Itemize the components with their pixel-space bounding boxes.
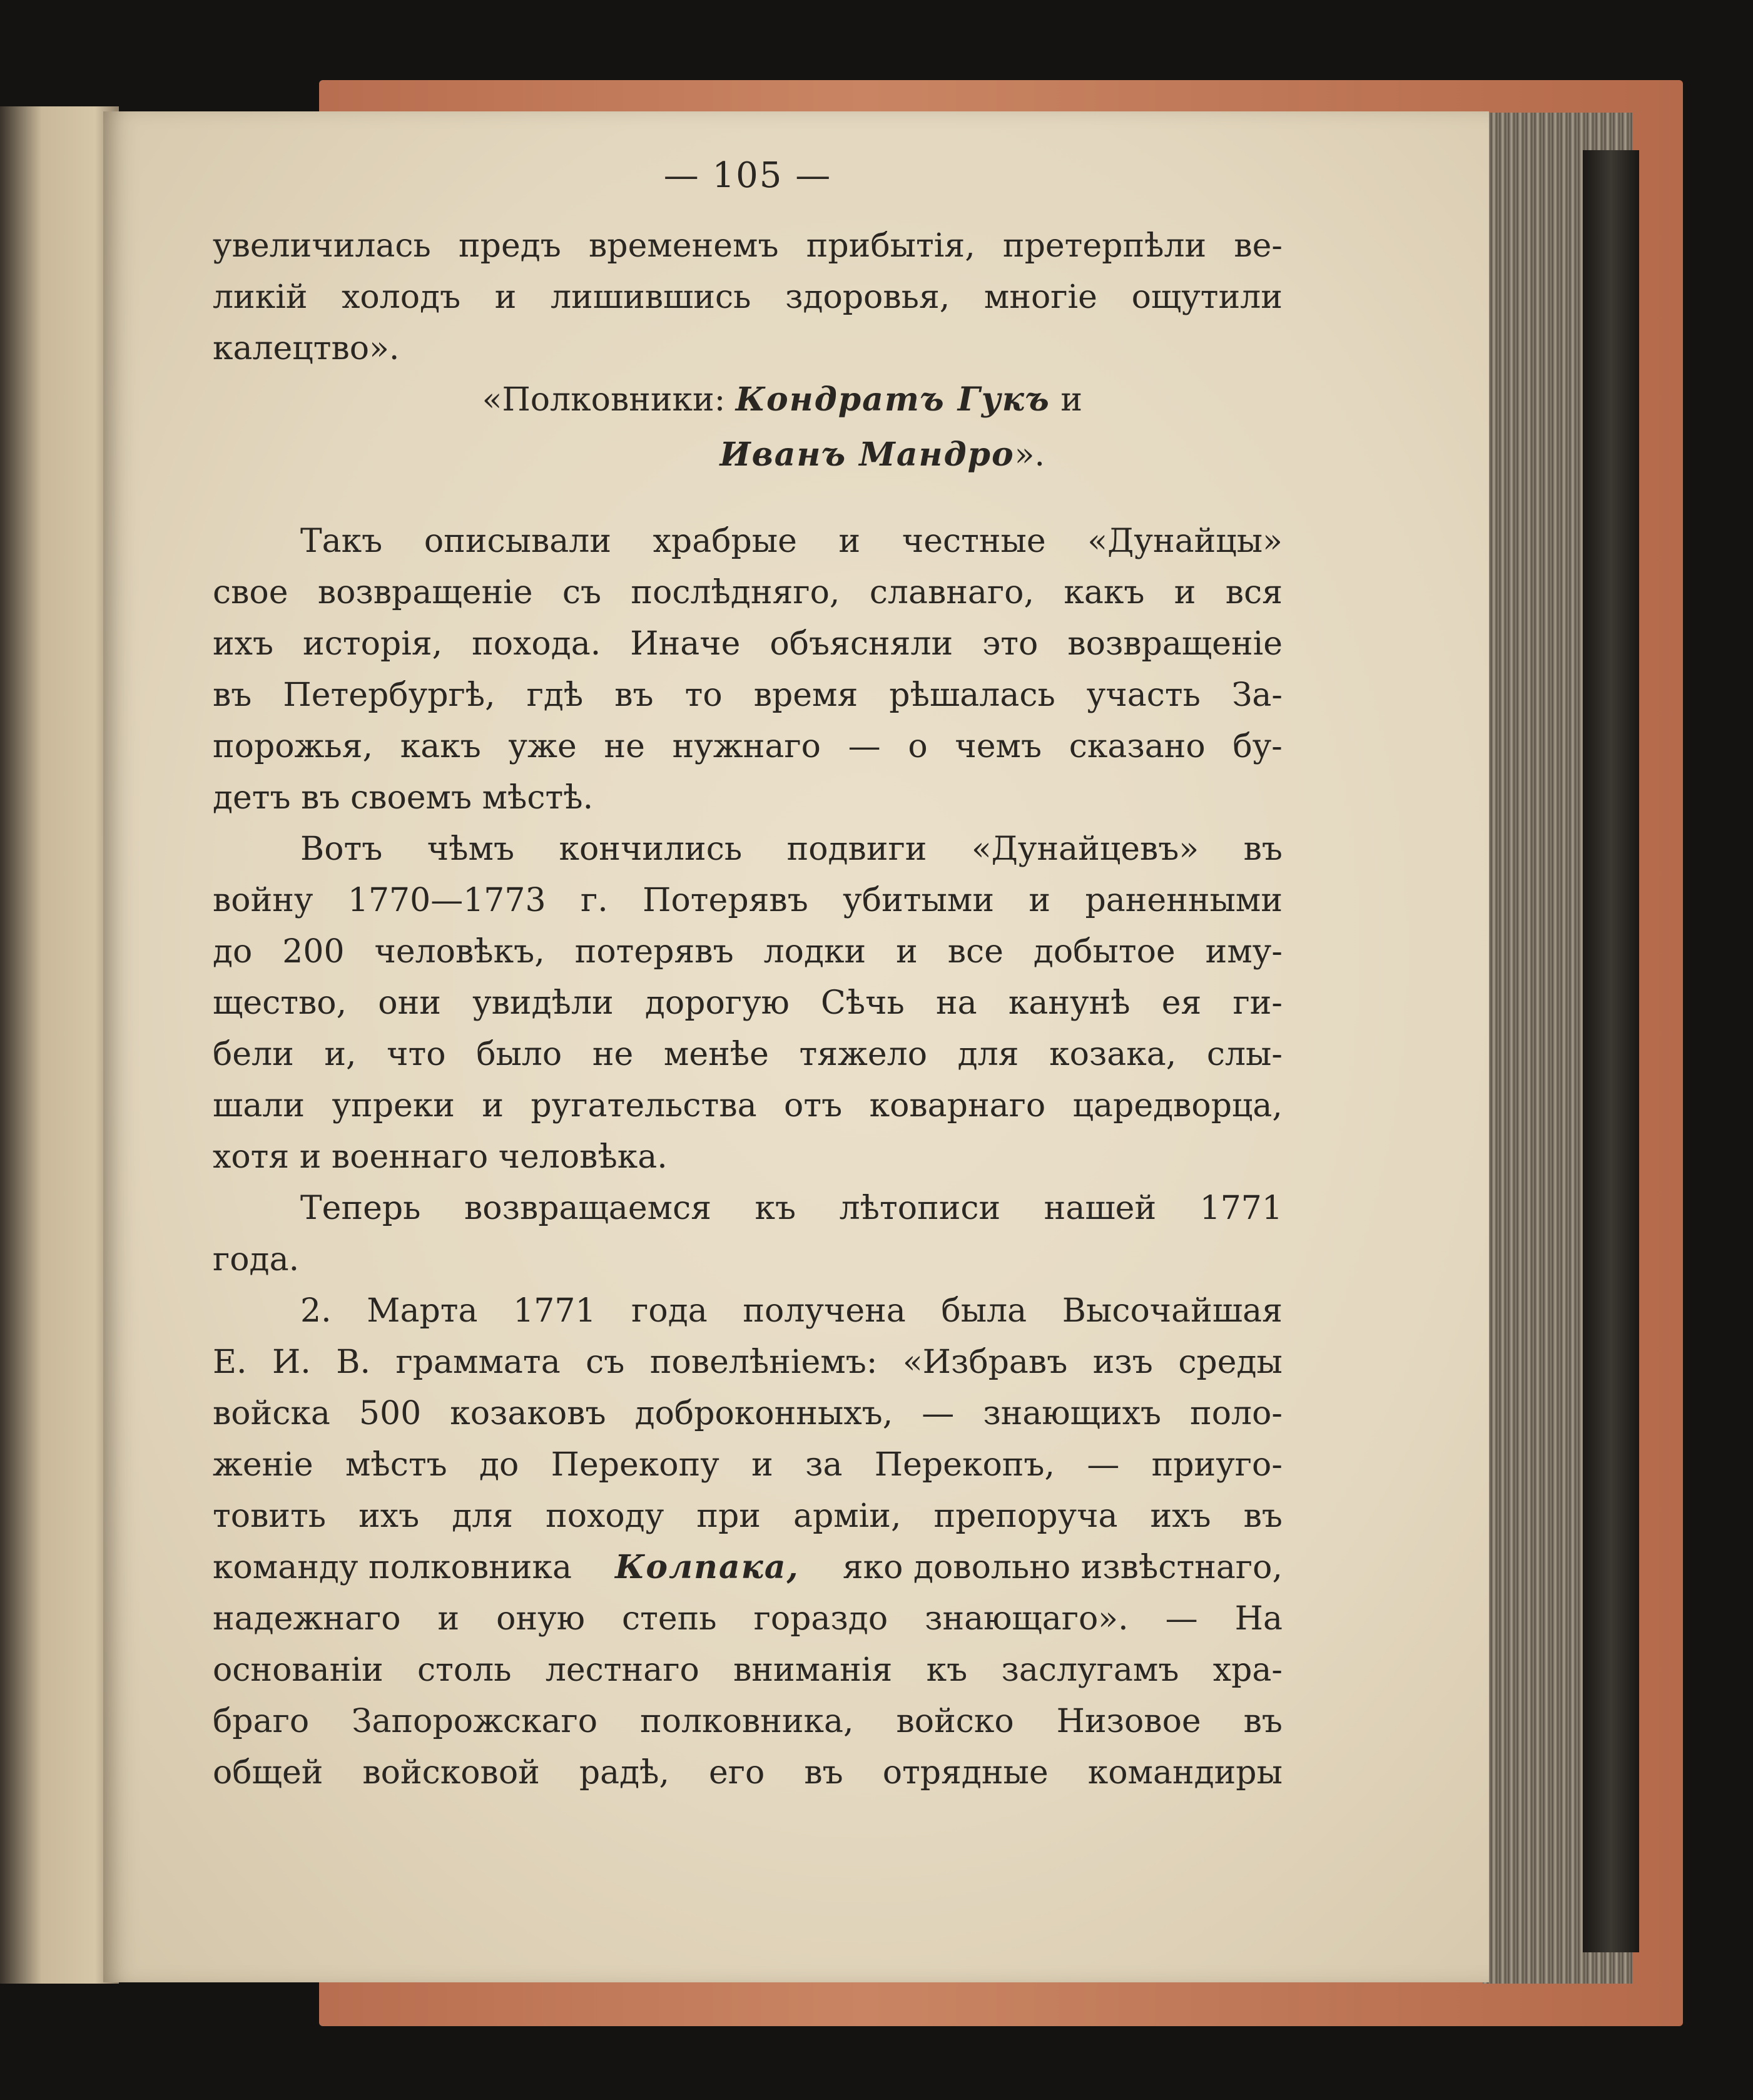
text-line: надежнаго и оную степь гораздо знающаго». — На xyxy=(213,1600,1283,1638)
line-part-name: Колпака, xyxy=(615,1548,800,1586)
line-part-after: яко довольно извѣстнаго, xyxy=(842,1549,1283,1586)
text-line: Теперь возвращаемся къ лѣтописи нашей 1771 xyxy=(300,1190,1283,1227)
signature-suffix: ». xyxy=(1014,436,1045,474)
signature-name-2: Иванъ Мандро xyxy=(719,436,1015,474)
text-line: детъ въ своемъ мѣстѣ. xyxy=(213,779,594,817)
text-line: Такъ описывали храбрые и честные «Дунайцы» xyxy=(300,522,1283,560)
text-line: въ Петербургѣ, гдѣ въ то время рѣшалась участь За- xyxy=(213,676,1283,714)
signature-name-1: Кондратъ Гукъ xyxy=(735,380,1050,419)
body-paragraphs xyxy=(213,516,1283,1542)
signature-line-1 xyxy=(213,374,1283,429)
text-line: свое возвращеніе съ послѣдняго, славнаго, какъ и вся xyxy=(213,574,1283,611)
signature-line-2 xyxy=(213,429,1283,484)
text-line: ихъ исторія, похода. Иначе объясняли это возвращеніе xyxy=(213,625,1283,663)
line-part-before: команду полковника xyxy=(213,1549,572,1586)
page-text xyxy=(213,150,1283,1798)
text-line: хотя и военнаго человѣка. xyxy=(213,1138,668,1176)
text-line: основаніи столь лестнаго вниманія къ заслугамъ хра- xyxy=(213,1651,1283,1689)
left-page xyxy=(0,106,119,1984)
text-line: щество, они увидѣли дорогую Сѣчь на канунѣ ея ги- xyxy=(213,984,1283,1022)
page-block-shadow xyxy=(1583,150,1639,1952)
text-line: женіе мѣстъ до Перекопу и за Перекопъ, — приуго- xyxy=(213,1446,1283,1484)
text-line: ликій холодъ и лишившись здоровья, многіе ощутили xyxy=(213,278,1283,316)
text-line: общей войсковой радѣ, его въ отрядные командиры xyxy=(213,1754,1283,1792)
text-line: Вотъ чѣмъ кончились подвиги «Дунайцевъ» въ xyxy=(300,830,1283,868)
text-line-kolpak xyxy=(213,1542,1283,1593)
text-line: 2. Марта 1771 года получена была Высочайшая xyxy=(300,1292,1283,1330)
text-line: войска 500 козаковъ доброконныхъ, — знающихъ поло- xyxy=(213,1395,1283,1432)
tail-lines xyxy=(213,1593,1283,1798)
spacer xyxy=(213,484,1283,516)
text-line: товить ихъ для походу при арміи, препоруча ихъ въ xyxy=(213,1497,1283,1535)
text-line: Е. И. В. граммата съ повелѣніемъ: «Избравъ изъ среды xyxy=(213,1343,1283,1381)
text-line: войну 1770—1773 г. Потерявъ убитыми и раненными xyxy=(213,882,1283,919)
text-line: увеличилась предъ временемъ прибытія, претерпѣли ве- xyxy=(213,227,1283,265)
text-line: года. xyxy=(213,1241,300,1278)
signature-conj: и xyxy=(1060,381,1082,419)
text-line: порожья, какъ уже не нужнаго — о чемъ сказано бу- xyxy=(213,728,1283,765)
text-line: браго Запорожскаго полковника, войско Низовое въ xyxy=(213,1703,1283,1740)
text-line: до 200 человѣкъ, потерявъ лодки и все добытое иму- xyxy=(213,933,1283,971)
signature-prefix: «Полковники: xyxy=(482,381,726,419)
text-line: бели и, что было не менѣе тяжело для козака, слы- xyxy=(213,1036,1283,1073)
paragraph-opening xyxy=(213,220,1283,374)
text-line: шали упреки и ругательства отъ коварнаго царедворца, xyxy=(213,1087,1283,1124)
text-line: калецтво». xyxy=(213,330,400,367)
page-number: — 105 — xyxy=(663,155,832,196)
